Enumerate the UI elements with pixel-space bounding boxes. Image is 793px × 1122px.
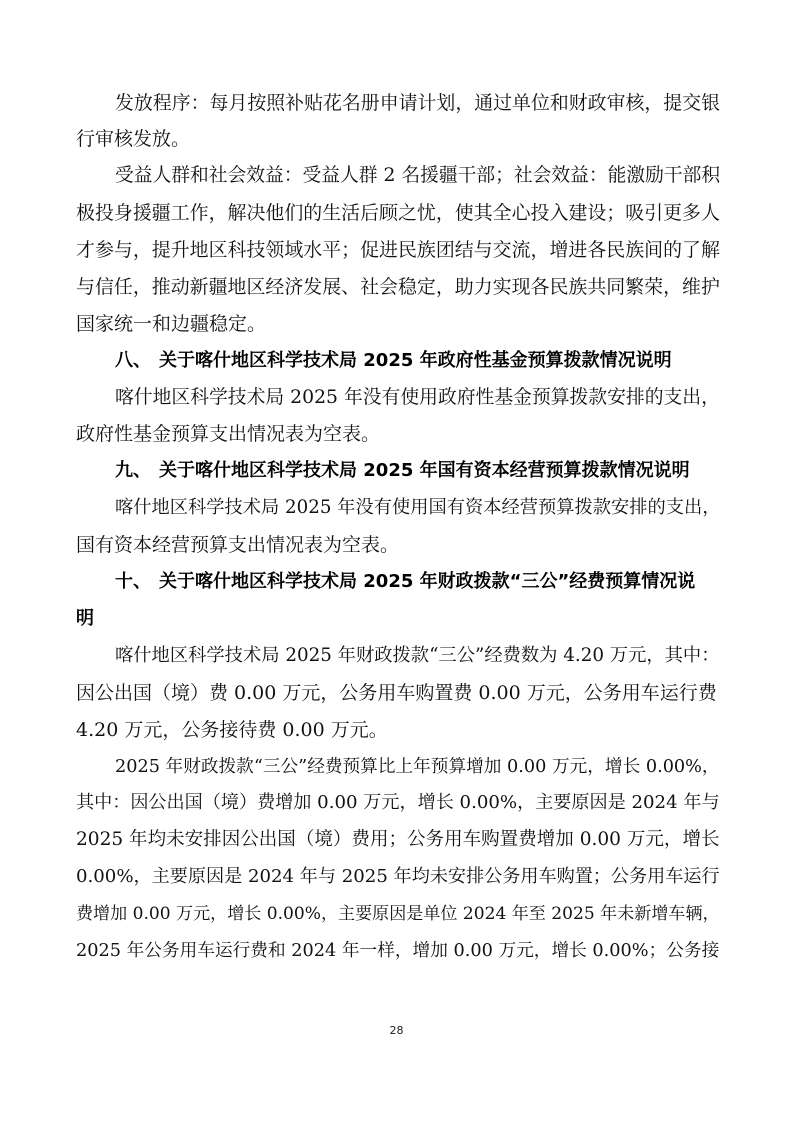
paragraph-line: 费增加 0.00 万元，增长 0.00%，主要原因是单位 2024 年至 2025 年未新增车辆， [76,904,720,924]
paragraph-line: 4.20 万元，公务接待费 0.00 万元。 [76,719,388,741]
paragraph-line: 2025 年均未安排因公出国（境）费用；公务用车购置费增加 0.00 万元，增长 [76,829,720,850]
paragraph-line: 因公出国（境）费 0.00 万元，公务用车购置费 0.00 万元，公务用车运行费 [76,682,717,704]
paragraph-line: 其中：因公出国（境）费增加 0.00 万元，增长 0.00%，主要原因是 2024 年与 [76,792,720,813]
paragraph-line: 与信任，推动新疆地区经济发展、社会稳定，助力实现各民族共同繁荣，维护 [76,276,720,298]
paragraph-line: 国有资本经营预算支出情况表为空表。 [76,534,400,556]
paragraph-line: 0.00%，主要原因是 2024 年与 2025 年均未安排公务用车购置；公务用车运行 [76,866,720,887]
section-heading-8 [115,348,672,374]
section-title: 关于喀什地区科学技术局 2025 年国有资本经营预算拨款情况说明 [159,460,690,481]
paragraph-line: 发放程序：每月按照补贴花名册申请计划，通过单位和财政审核，提交银 [115,92,721,114]
section-heading-10 [115,569,695,595]
paragraph-line: 喀什地区科学技术局 2025 年财政拨款“三公”经费数为 4.20 万元，其中： [115,645,720,666]
section-number: 九、 [115,460,151,481]
paragraph-line: 才参与，提升地区科技领域水平；促进民族团结与交流，增进各民族间的了解 [76,239,720,261]
section-heading-9 [115,458,690,484]
paragraph-line: 行审核发放。 [76,128,191,150]
paragraph-line: 受益人群和社会效益：受益人群 2 名援疆干部；社会效益：能激励干部积 [115,165,721,186]
paragraph-line: 2025 年财政拨款“三公”经费预算比上年预算增加 0.00 万元，增长 0.00%， [115,757,720,777]
paragraph-line: 极投身援疆工作，解决他们的生活后顾之忧，使其全心投入建设；吸引更多人 [76,202,720,224]
paragraph-line: 喀什地区科学技术局 2025 年没有使用政府性基金预算拨款安排的支出， [115,387,720,408]
paragraph-line: 喀什地区科学技术局 2025 年没有使用国有资本经营预算拨款安排的支出， [115,497,721,518]
paragraph-line: 政府性基金预算支出情况表为空表。 [76,423,381,445]
section-title: 关于喀什地区科学技术局 2025 年财政拨款“三公”经费预算情况说 [159,571,696,592]
paragraph-line: 2025 年公务用车运行费和 2024 年一样，增加 0.00 万元，增长 0.00%；公务接 [76,941,720,961]
section-title: 关于喀什地区科学技术局 2025 年政府性基金预算拨款情况说明 [159,350,672,371]
page-number: 28 [389,1024,404,1037]
paragraph-line: 国家统一和边疆稳定。 [76,313,267,335]
section-number: 十、 [115,571,151,592]
section-number: 八、 [115,350,151,371]
section-title-continuation: 明 [76,608,94,629]
